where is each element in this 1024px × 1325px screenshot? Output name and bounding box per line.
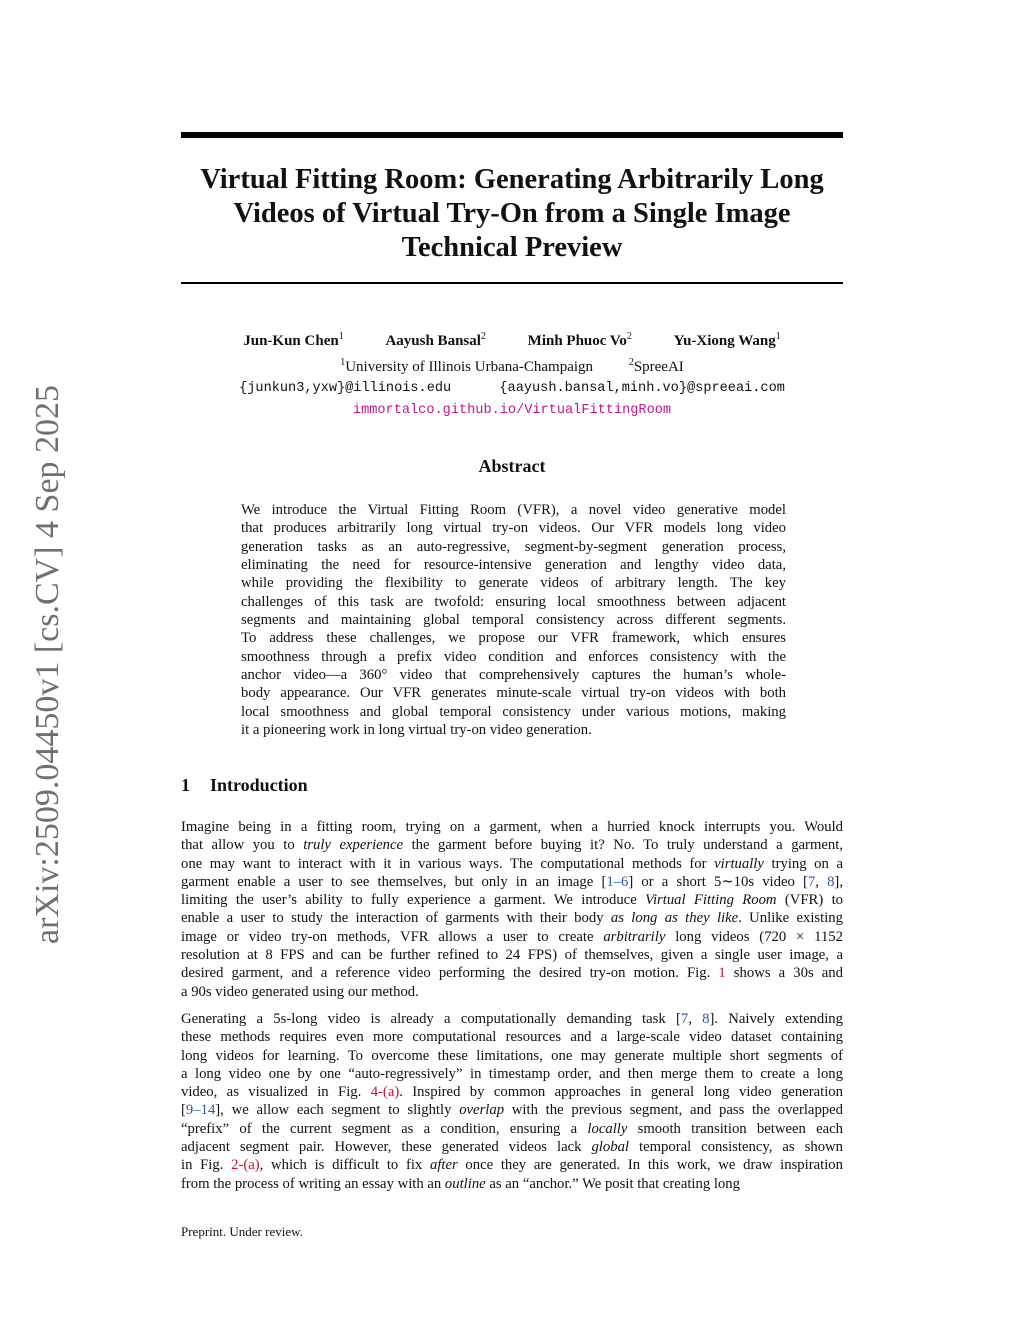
abstract-line: local smoothness and global temporal consistency under various motions, making <box>241 703 786 720</box>
text-run: with the previous segment, and pass the overlapped <box>504 1102 843 1119</box>
text-run: long videos (720 × 1152 <box>665 928 843 945</box>
text-run: Generating a 5s-long video is already a computationally demanding task [ <box>181 1011 681 1027</box>
text-run: shows a 30s and <box>725 965 843 982</box>
text-line <box>181 983 843 1001</box>
text-line <box>181 928 843 946</box>
abstract-line: generation tasks as an auto-regressive, segment-by-segment generation process, <box>241 538 786 555</box>
citation-link[interactable]: 8 <box>702 1011 710 1027</box>
affiliation: $^1$University of Illinois Urbana-Champaign <box>340 357 594 375</box>
citation-link[interactable]: 9–14 <box>185 1102 216 1119</box>
text-run: one may want to interact with it in various ways. The computational methods for <box>181 855 715 872</box>
citation-link[interactable]: 7 <box>680 1011 689 1027</box>
text-line <box>181 873 843 891</box>
citation-link[interactable]: 1–6 <box>606 873 629 890</box>
text-run: in Fig. <box>181 1157 232 1174</box>
emphasis: as long as they like <box>610 910 739 927</box>
text-run: smooth transition between each <box>627 1120 843 1137</box>
text-run: ] or a short 5∼10s video [ <box>628 873 808 890</box>
abstract-line: segments and maintaining global temporal consistency across different segments. <box>241 612 786 629</box>
title-line: Technical Preview <box>401 232 623 263</box>
text-run: garment enable a user to see themselves, but only in an image [ <box>181 873 607 890</box>
author-block <box>181 326 843 422</box>
intro-paragraph-2 <box>181 1010 843 1193</box>
text-run: “prefix” of the current segment as a condition, ensuring a <box>181 1120 588 1137</box>
text-line <box>181 891 843 909</box>
emphasis: global <box>591 1139 629 1156</box>
emphasis: virtually <box>714 855 764 872</box>
text-line <box>181 964 843 982</box>
footer-note: Preprint. Under review. <box>181 1224 303 1239</box>
emphasis: outline <box>444 1175 486 1192</box>
text-run: resolution at 8 FPS and can be further refined to 24 FPS) of themselves, given a single user image, a <box>181 947 843 964</box>
abstract-line: smoothness through a prefix video condition and enforces consistency with the <box>241 648 786 665</box>
abstract-line: eliminating the need for resource-intensive generation and lengthy video data, <box>241 557 786 574</box>
text-run: image or video try-on methods, VFR allows a user to create <box>181 928 604 945</box>
affiliation: $^2$SpreeAI <box>628 357 684 375</box>
text-run: as an “anchor.” We posit that creating long <box>485 1175 740 1192</box>
text-run: trying on a <box>763 855 843 872</box>
text-run: Imagine being in a fitting room, trying on a garment, when a hurried knock interrupts you. Would <box>181 819 843 835</box>
text-run: video, as visualized in Fig. <box>181 1084 371 1101</box>
affiliation-list <box>181 352 843 378</box>
text-run: long videos for learning. To overcome these limitations, one may generate multiple short segments of <box>181 1047 843 1064</box>
text-line <box>181 818 843 836</box>
text-line <box>181 836 843 854</box>
text-run: . Inspired by common approaches in general long video generation <box>399 1084 843 1101</box>
text-run: from the process of writing an essay with an <box>181 1175 445 1192</box>
text-run: , <box>688 1011 703 1027</box>
author-list <box>181 326 843 352</box>
author: Jun-Kun Chen$^1$ <box>243 331 344 349</box>
text-run: . Unlike existing <box>738 910 843 927</box>
author: Yu-Xiong Wang$^1$ <box>673 331 781 349</box>
abstract-line: while providing the flexibility to generate videos of arbitrary length. The key <box>241 575 786 592</box>
text-run: ], <box>834 873 843 890</box>
text-run: ]. Naively extending <box>709 1011 843 1027</box>
text-line <box>181 1138 843 1156</box>
text-run: adjacent segment pair. However, these generated videos lack <box>181 1139 592 1156</box>
abstract-heading: Abstract <box>478 456 546 476</box>
text-run: that allow you to <box>181 837 304 854</box>
text-run: a long video one by one “auto-regressively” in timestamp order, and then merge them to create a long <box>181 1065 843 1082</box>
emphasis: after <box>429 1157 458 1174</box>
text-line <box>181 946 843 964</box>
text-line <box>181 1028 843 1046</box>
title-top-rule <box>181 132 843 138</box>
text-run: a 90s video generated using our method. <box>181 983 419 1000</box>
section-number: 1 <box>181 775 190 795</box>
text-run: temporal consistency, as shown <box>629 1139 843 1156</box>
author: Minh Phuoc Vo$^2$ <box>527 331 632 349</box>
title-bottom-rule <box>181 282 843 284</box>
abstract-line: that produces arbitrarily long virtual try-on videos. Our VFR models long video <box>241 520 786 537</box>
text-line <box>181 1065 843 1083</box>
text-run: desired garment, and a reference video performing the desired try-on motion. Fig. <box>181 965 719 982</box>
project-link[interactable]: immortalco.github.io/VirtualFittingRoom <box>352 403 672 418</box>
emphasis: Virtual Fitting Room <box>645 892 777 909</box>
text-run: limiting the user’s ability to fully experience a garment. We introduce <box>181 892 646 909</box>
abstract-line: it a pioneering work in long virtual try-on video generation. <box>241 722 592 739</box>
abstract-line: body appearance. Our VFR generates minute-scale virtual try-on videos with both <box>241 685 786 702</box>
text-line <box>181 855 843 873</box>
emphasis: locally <box>587 1120 628 1137</box>
text-line <box>181 1120 843 1138</box>
text-run: enable a user to study the interaction of garments with their body <box>181 910 611 927</box>
title-line: Videos of Virtual Try-On from a Single Image <box>233 198 791 229</box>
author: Aayush Bansal$^2$ <box>385 331 486 349</box>
email[interactable]: {junkun3,yxw}@illinois.edu <box>239 381 452 396</box>
text-line <box>181 1047 843 1065</box>
citation-link[interactable]: 7 <box>807 873 816 890</box>
title-line: Virtual Fitting Room: Generating Arbitrarily Long <box>200 164 824 195</box>
text-line <box>181 909 843 927</box>
abstract-line: challenges of this task are twofold: ensuring local smoothness between adjacent <box>241 593 786 610</box>
text-run: once they are generated. In this work, we draw inspiration <box>457 1157 843 1174</box>
intro-paragraph-1 <box>181 818 843 1001</box>
text-run: these methods requires even more computational resources and a large-scale video dataset containing <box>181 1029 843 1046</box>
figure-ref-link[interactable]: 2-(a) <box>231 1157 260 1174</box>
email[interactable]: {aayush.bansal,minh.vo}@spreeai.com <box>499 381 785 396</box>
text-line <box>181 1156 843 1174</box>
arxiv-identifier: arXiv:2509.04450v1 [cs.CV] 4 Sep 2025 <box>29 384 66 944</box>
email-list <box>181 378 843 400</box>
text-run: , <box>815 873 828 890</box>
text-run: ], we allow each segment to slightly <box>215 1102 460 1119</box>
abstract-body <box>241 501 786 739</box>
text-run: [ <box>181 1102 186 1119</box>
section-heading <box>181 775 308 796</box>
abstract-line: To address these challenges, we propose our VFR framework, which ensures <box>241 630 786 647</box>
figure-ref-link[interactable]: 1 <box>718 965 726 982</box>
figure-ref-link[interactable]: 4-(a) <box>370 1084 400 1101</box>
text-line <box>181 1010 843 1028</box>
text-line <box>181 1175 843 1193</box>
text-line <box>181 1101 843 1119</box>
text-run: (VFR) to <box>776 892 843 909</box>
emphasis: overlap <box>459 1102 505 1119</box>
abstract-line: anchor video—a 360° video that comprehensively captures the human’s whole- <box>241 667 786 684</box>
abstract-line: We introduce the Virtual Fitting Room (VFR), a novel video generative model <box>241 502 786 518</box>
text-run: , which is difficult to fix <box>259 1157 430 1174</box>
emphasis: truly experience <box>303 837 404 854</box>
citation-link[interactable]: 8 <box>827 873 835 890</box>
text-run: the garment before buying it? No. To truly understand a garment, <box>403 837 843 854</box>
section-title: Introduction <box>210 775 308 795</box>
paper-title <box>181 163 843 265</box>
text-line <box>181 1083 843 1101</box>
emphasis: arbitrarily <box>603 928 666 945</box>
